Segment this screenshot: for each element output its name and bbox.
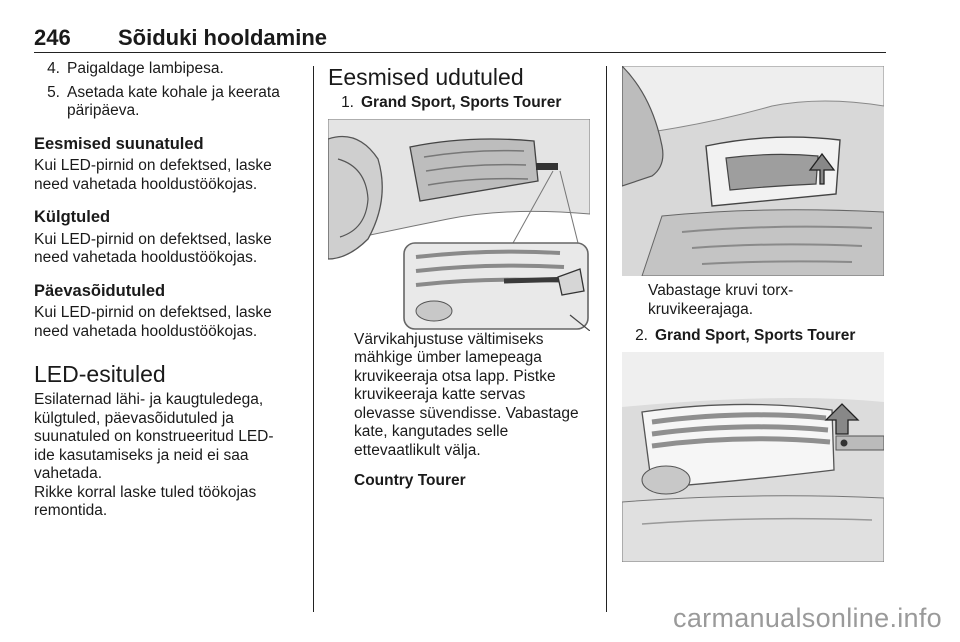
section-body: Kui LED-pirnid on defektsed, laske need vahetada hooldustöökojas. [34, 304, 272, 340]
fog-bezel-illustration-country [622, 66, 884, 276]
step-item [34, 60, 290, 79]
instruction-caption: Värvikahjustuse vältimiseks mähkige ümber lamepeaga kruvikeeraja otsa lapp. Pistke kruvikeeraja katte servas olevasse süvendisse. Vabastage kate, kangutades selle ettevaatlikult välja. [354, 330, 579, 459]
fog-cover-illustration [328, 119, 590, 331]
section-body: Kui LED-pirnid on defektsed, laske need vahetada hooldustöökojas. [34, 230, 272, 266]
led-paragraph: Rikke korral laske tuled töökojas remontida. [34, 483, 257, 519]
column-divider [606, 66, 607, 612]
section-heading: Eesmised suunatuled [34, 134, 204, 153]
page-header [34, 22, 886, 53]
right-column [622, 66, 884, 562]
watermark: carmanualsonline.info [673, 603, 942, 633]
item-number: 2. [635, 327, 648, 344]
step-text: Asetada kate kohale ja keerata päripäeva. [67, 83, 280, 119]
model-item [328, 94, 590, 113]
step-number: 5. [47, 83, 60, 101]
middle-column [328, 60, 590, 491]
model-label: Grand Sport, Sports Tourer [361, 94, 562, 111]
section-heading: Päevasõidutuled [34, 281, 166, 300]
step-item [34, 84, 290, 121]
led-paragraph: Esilaternad lähi- ja kaugtuledega, külgtuled, päevasõidutuled ja suunatuled on konstrueeritud LED-ide kasutamiseks ja neid ei saa vahetada. [34, 391, 274, 482]
left-column [34, 60, 290, 521]
column-divider [313, 66, 314, 612]
model-label: Grand Sport, Sports Tourer [655, 327, 856, 344]
step-text: Paigaldage lambipesa. [67, 60, 224, 77]
led-heading: LED-esituled [34, 361, 166, 387]
header-title: Sõiduki hooldamine [118, 25, 328, 50]
item-number: 1. [341, 94, 354, 111]
section-heading: Külgtuled [34, 208, 111, 226]
torx-caption: Vabastage kruvi torx-kruvikeerajaga. [648, 282, 794, 318]
fog-lights-heading: Eesmised udutuled [328, 64, 524, 90]
model-item [622, 327, 884, 346]
step-list [34, 60, 290, 121]
page-number: 246 [34, 25, 71, 50]
step-number: 4. [47, 60, 60, 77]
fog-bezel-illustration-sport [622, 352, 884, 562]
section-body: Kui LED-pirnid on defektsed, laske need vahetada hooldustöökojas. [34, 157, 272, 193]
country-tourer-label: Country Tourer [354, 472, 466, 489]
